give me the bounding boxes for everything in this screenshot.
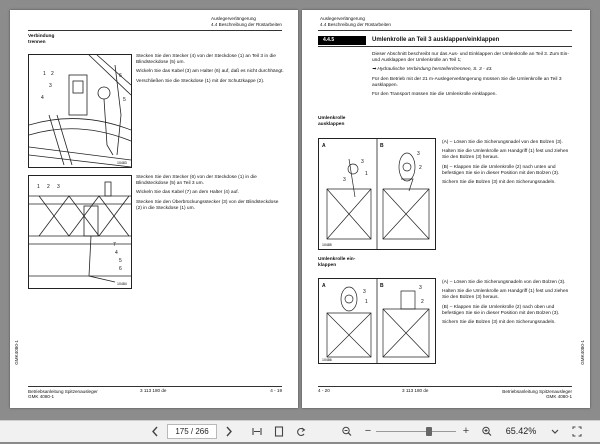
svg-text:B: B [380, 143, 384, 149]
bullet-item: (A) – Lösen Sie die Sicherungsnadeln von den Bolzen (3). [442, 280, 566, 285]
footer-rule [28, 386, 282, 387]
prev-page-icon[interactable] [148, 424, 162, 439]
intro-reference: ➡ Hydraulische Verbindung herstellen/trennen, S. 3 - 43. [372, 67, 493, 73]
rotate-icon[interactable] [294, 424, 308, 439]
page-number: 4 - 20 [318, 388, 330, 394]
section-title: Umlenkrolle an Teil 3 ausklappen/einklappen [372, 37, 500, 43]
svg-text:A: A [322, 143, 326, 149]
side-code: GMK4080-1 [580, 340, 586, 365]
bullet-item: (B) – Klappen Sie die Umlenkrolle (2) nach unten und befestigen Sie sie in dieser Position mit den Bolzen (3). [442, 164, 560, 176]
left-header [211, 16, 282, 27]
bullet-item: (A) – Lösen Sie die Sicherungsnadel von den Bolzen (3). [442, 140, 563, 145]
viewer-toolbar [0, 420, 600, 442]
svg-text:4: 4 [41, 95, 44, 101]
svg-text:5: 5 [119, 258, 122, 264]
figure-code: 10484 [117, 282, 127, 286]
footer-center: 3 113 180 de [140, 388, 167, 394]
bullet-item: Stecken Sie den Stecker (4) von der Steckdose (1) an Teil 3 in die Blindsteckdose (5) um. [136, 54, 276, 66]
svg-text:3: 3 [363, 289, 366, 295]
header-rule [318, 30, 572, 31]
page-number: 4 - 19 [270, 388, 282, 394]
bullet-item: Stecken Sie den Stecker (6) von der Steckdose (1) in die Blindsteckdose (5) an Teil 3 um. [136, 175, 257, 187]
label-einklappen: Umlenkrolle ein- klappen [318, 257, 356, 269]
side-code: GMK4080-1 [14, 340, 19, 365]
svg-text:3: 3 [49, 83, 52, 89]
bullet-item: Halten Sie die Umlenkrolle am Handgriff (1) fest und ziehen Sie den Bolzen (3) heraus. [442, 289, 569, 301]
bullet-item: Sichern Sie die Bolzen (3) mit den Sicherungsnadeln. [442, 320, 556, 326]
svg-text:3: 3 [343, 177, 346, 183]
svg-text:3: 3 [361, 159, 364, 165]
fullscreen-icon[interactable] [570, 424, 584, 439]
section-label: Verbindung trennen [28, 34, 55, 46]
bullet-item: Wickeln Sie das Kabel (3) am Halter (6) auf, daß es nicht durchhängt. [136, 69, 284, 75]
bullets-ausklappen [442, 140, 574, 189]
title-rule [318, 46, 572, 47]
footer-center: 3 113 180 de [402, 388, 429, 394]
svg-text:6: 6 [119, 266, 122, 272]
footer-left: Betriebsanleitung Spitzenausleger GMK 4080-1 [28, 388, 98, 400]
svg-text:6: 6 [119, 73, 122, 79]
svg-text:10486: 10486 [322, 358, 332, 362]
intro-paragraph: Für den Transport müssen Sie die Umlenkrolle einklappen. [372, 92, 497, 98]
svg-text:4: 4 [115, 250, 118, 256]
bullets-bottom [136, 175, 284, 215]
right-page [302, 10, 590, 408]
fit-page-icon[interactable] [272, 424, 286, 439]
zoom-slider[interactable] [376, 424, 456, 439]
section-number: 4.4.5 [318, 36, 366, 45]
fit-width-icon[interactable] [250, 424, 264, 439]
zoom-slider-thumb[interactable] [426, 427, 432, 436]
svg-text:1: 1 [365, 171, 368, 177]
svg-text:10485: 10485 [322, 243, 332, 247]
zoom-level: 65.42% [505, 426, 537, 436]
footer-rule [318, 386, 572, 387]
bullet-item: Stecken Sie den Überbrückungsstecker (3) von der Blindsteckdose (2) in die Steckdose (1) um. [136, 199, 279, 211]
figure-code: 10483 [117, 161, 127, 165]
figure-roller-out [318, 138, 436, 250]
bullets-einklappen [442, 280, 574, 329]
zoom-dropdown-icon[interactable] [548, 424, 562, 439]
svg-text:2: 2 [421, 299, 424, 305]
bullets-top [136, 54, 284, 88]
intro-paragraph: Für den Betrieb mit der 21 m-Auslegerverlängerung müssen Sie die Umlenkrolle an Teil 3 ausklappen. [372, 76, 562, 88]
left-page [10, 10, 298, 408]
intro-paragraph: Dieser Abschnitt beschreibt nur das Aus- und Einklappen der Umlenkrolle an Teil 3. Zum Ein- und Ausklappen der Umlenkrolle an Teil 1; [372, 52, 569, 64]
header-title: Auslegerverlängerung [211, 16, 256, 21]
svg-text:3: 3 [417, 151, 420, 157]
svg-text:1: 1 [43, 71, 46, 77]
svg-text:5: 5 [123, 97, 126, 103]
bullet-item: (B) – Klappen Sie die Umlenkrolle (2) nach oben und befestigen Sie sie in dieser Position mit den Bolzen (3). [442, 304, 560, 316]
figure-plug-bottom [28, 175, 132, 289]
zoom-minus-button[interactable]: − [364, 425, 372, 437]
zoom-in-icon[interactable] [480, 424, 494, 439]
right-header: Auslegerverlängerung 4.4 Beschreibung der Rüstarbeiten [320, 16, 391, 27]
figure-plug-top [28, 54, 132, 168]
label-ausklappen: Umlenkrolle ausklappen [318, 116, 346, 128]
bullet-item: Verschließen Sie die Steckdose (1) mit der Schutzkappe (2). [136, 78, 265, 84]
footer-right: Betriebsanleitung Spitzenausleger GMK 4080-1 [502, 388, 572, 400]
zoom-plus-button[interactable]: + [462, 425, 470, 437]
zoom-out-icon[interactable] [340, 424, 354, 439]
svg-text:A: A [322, 283, 326, 289]
svg-text:7: 7 [113, 242, 116, 248]
zoom-slider-track [376, 431, 456, 432]
header-rule [28, 30, 282, 31]
svg-text:2: 2 [419, 165, 422, 171]
page-number-input[interactable]: 175 / 266 [167, 424, 217, 439]
svg-text:2: 2 [51, 71, 54, 77]
svg-text:2: 2 [47, 184, 50, 190]
bullet-item: Wickeln Sie das Kabel (7) an dem Halter (4) auf. [136, 190, 239, 196]
svg-text:B: B [380, 283, 384, 289]
svg-text:1: 1 [365, 299, 368, 305]
svg-text:3: 3 [419, 285, 422, 291]
bullet-item: Halten Sie die Umlenkrolle am Handgriff (1) fest und ziehen Sie den Bolzen (3) heraus. [442, 149, 569, 161]
header-subtitle: 4.4 Beschreibung der Rüstarbeiten [211, 21, 282, 27]
bullet-item: Sichern Sie die Bolzen (3) mit den Sicherungsnadeln. [442, 180, 556, 186]
next-page-icon[interactable] [222, 424, 236, 439]
intro-text [372, 52, 572, 101]
figure-roller-in [318, 278, 436, 364]
svg-text:3: 3 [57, 184, 60, 190]
svg-text:1: 1 [37, 184, 40, 190]
